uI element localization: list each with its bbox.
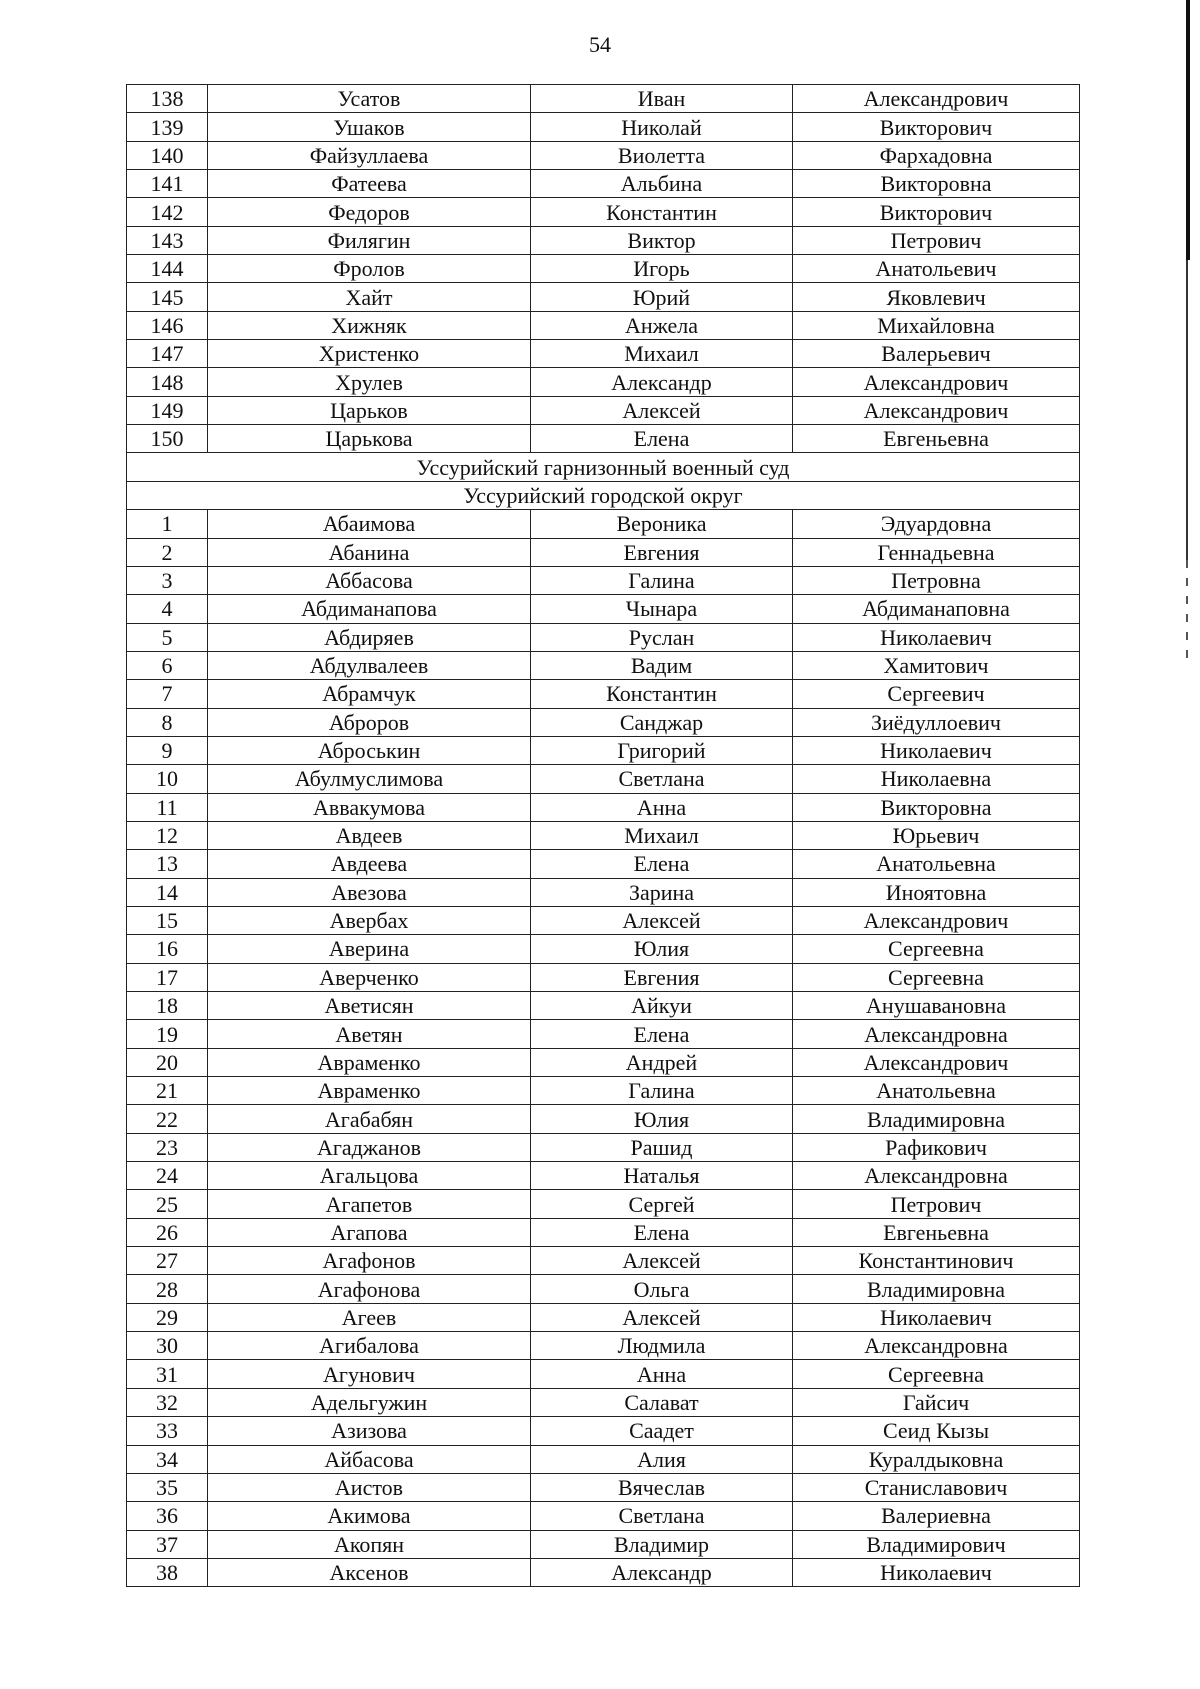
cell-first-name: Владимир (531, 1530, 793, 1558)
cell-first-name: Юлия (531, 935, 793, 963)
cell-surname: Аветисян (208, 992, 531, 1020)
cell-number: 7 (127, 680, 208, 708)
table-row (127, 1133, 1080, 1161)
cell-patronymic: Викторовна (793, 793, 1080, 821)
cell-patronymic: Зиёдуллоевич (793, 708, 1080, 736)
scan-edge-dash (1186, 632, 1188, 640)
cell-first-name: Юрий (531, 283, 793, 311)
cell-surname: Филягин (208, 226, 531, 254)
cell-patronymic: Сеид Кызы (793, 1417, 1080, 1445)
cell-surname: Агальцова (208, 1162, 531, 1190)
cell-surname: Абдулвалеев (208, 651, 531, 679)
table-row (127, 538, 1080, 566)
cell-surname: Акопян (208, 1530, 531, 1558)
cell-surname: Абдиманапова (208, 595, 531, 623)
cell-number: 36 (127, 1502, 208, 1530)
table-row (127, 1388, 1080, 1416)
cell-number: 20 (127, 1048, 208, 1076)
cell-number: 28 (127, 1275, 208, 1303)
cell-surname: Хижняк (208, 311, 531, 339)
cell-patronymic: Яковлевич (793, 283, 1080, 311)
table-row (127, 85, 1080, 113)
cell-first-name: Григорий (531, 736, 793, 764)
table-row (127, 651, 1080, 679)
cell-surname: Айбасова (208, 1445, 531, 1473)
cell-surname: Агафонов (208, 1247, 531, 1275)
table-row (127, 1473, 1080, 1501)
cell-surname: Агунович (208, 1360, 531, 1388)
table-row (127, 283, 1080, 311)
cell-number: 5 (127, 623, 208, 651)
cell-number: 9 (127, 736, 208, 764)
cell-number: 150 (127, 425, 208, 453)
cell-number: 149 (127, 396, 208, 424)
cell-surname: Авербах (208, 906, 531, 934)
table-row (127, 935, 1080, 963)
cell-first-name: Вадим (531, 651, 793, 679)
cell-patronymic: Фархадовна (793, 141, 1080, 169)
cell-patronymic: Валериевна (793, 1502, 1080, 1530)
table-row (127, 963, 1080, 991)
cell-surname: Христенко (208, 340, 531, 368)
cell-number: 15 (127, 906, 208, 934)
cell-number: 22 (127, 1105, 208, 1133)
cell-patronymic: Анатольевич (793, 255, 1080, 283)
table-row (127, 510, 1080, 538)
cell-first-name: Андрей (531, 1048, 793, 1076)
cell-patronymic: Александровна (793, 1162, 1080, 1190)
cell-patronymic: Александрович (793, 396, 1080, 424)
jurors-table (126, 84, 1080, 1587)
cell-patronymic: Сергеевна (793, 1360, 1080, 1388)
cell-first-name: Санджар (531, 708, 793, 736)
cell-number: 3 (127, 566, 208, 594)
cell-surname: Азизова (208, 1417, 531, 1445)
cell-surname: Фатеева (208, 170, 531, 198)
cell-surname: Авдеев (208, 821, 531, 849)
table-row (127, 878, 1080, 906)
cell-number: 38 (127, 1558, 208, 1586)
cell-surname: Царькова (208, 425, 531, 453)
table-row (127, 1020, 1080, 1048)
cell-patronymic: Владимировна (793, 1275, 1080, 1303)
cell-patronymic: Николаевна (793, 765, 1080, 793)
cell-number: 12 (127, 821, 208, 849)
cell-number: 29 (127, 1303, 208, 1331)
cell-first-name: Константин (531, 680, 793, 708)
cell-surname: Авдеева (208, 850, 531, 878)
table-row (127, 396, 1080, 424)
table-row (127, 1360, 1080, 1388)
section-header-row (127, 481, 1080, 509)
cell-surname: Аверина (208, 935, 531, 963)
cell-patronymic: Эдуардовна (793, 510, 1080, 538)
cell-first-name: Людмила (531, 1332, 793, 1360)
cell-first-name: Михаил (531, 340, 793, 368)
table-row (127, 1247, 1080, 1275)
scan-edge-dash (1186, 560, 1188, 568)
cell-patronymic: Анатольевна (793, 1077, 1080, 1105)
cell-surname: Абаимова (208, 510, 531, 538)
cell-first-name: Михаил (531, 821, 793, 849)
cell-number: 143 (127, 226, 208, 254)
table-row (127, 708, 1080, 736)
cell-first-name: Алексей (531, 1303, 793, 1331)
cell-first-name: Александр (531, 1558, 793, 1586)
cell-surname: Абанина (208, 538, 531, 566)
table-row (127, 255, 1080, 283)
table-row (127, 1162, 1080, 1190)
cell-surname: Агабабян (208, 1105, 531, 1133)
section-header-row (127, 453, 1080, 481)
table-row (127, 141, 1080, 169)
table-row (127, 680, 1080, 708)
cell-number: 142 (127, 198, 208, 226)
cell-first-name: Елена (531, 1020, 793, 1048)
cell-first-name: Николай (531, 113, 793, 141)
table-row (127, 198, 1080, 226)
cell-number: 141 (127, 170, 208, 198)
cell-number: 11 (127, 793, 208, 821)
cell-surname: Фролов (208, 255, 531, 283)
cell-surname: Аброськин (208, 736, 531, 764)
cell-patronymic: Александрович (793, 1048, 1080, 1076)
cell-patronymic: Александрович (793, 85, 1080, 113)
cell-surname: Хайт (208, 283, 531, 311)
cell-number: 23 (127, 1133, 208, 1161)
cell-number: 138 (127, 85, 208, 113)
table-row (127, 1190, 1080, 1218)
cell-first-name: Альбина (531, 170, 793, 198)
cell-number: 21 (127, 1077, 208, 1105)
table-row (127, 368, 1080, 396)
cell-surname: Ушаков (208, 113, 531, 141)
cell-first-name: Алексей (531, 396, 793, 424)
cell-first-name: Елена (531, 1218, 793, 1246)
cell-number: 144 (127, 255, 208, 283)
cell-first-name: Алексей (531, 1247, 793, 1275)
cell-first-name: Светлана (531, 765, 793, 793)
cell-patronymic: Александровна (793, 1020, 1080, 1048)
cell-number: 13 (127, 850, 208, 878)
cell-patronymic: Анатольевна (793, 850, 1080, 878)
cell-surname: Агеев (208, 1303, 531, 1331)
cell-patronymic: Валерьевич (793, 340, 1080, 368)
cell-number: 4 (127, 595, 208, 623)
cell-patronymic: Николаевич (793, 623, 1080, 651)
cell-number: 26 (127, 1218, 208, 1246)
cell-first-name: Вячеслав (531, 1473, 793, 1501)
cell-number: 1 (127, 510, 208, 538)
cell-first-name: Анжела (531, 311, 793, 339)
cell-patronymic: Викторович (793, 198, 1080, 226)
cell-surname: Агапова (208, 1218, 531, 1246)
cell-patronymic: Иноятовна (793, 878, 1080, 906)
table-row (127, 1105, 1080, 1133)
table-row (127, 566, 1080, 594)
cell-patronymic: Петрович (793, 1190, 1080, 1218)
cell-first-name: Виолетта (531, 141, 793, 169)
cell-patronymic: Юрьевич (793, 821, 1080, 849)
cell-number: 145 (127, 283, 208, 311)
cell-number: 18 (127, 992, 208, 1020)
cell-first-name: Александр (531, 368, 793, 396)
cell-number: 147 (127, 340, 208, 368)
table-row (127, 340, 1080, 368)
cell-patronymic: Сергеевич (793, 680, 1080, 708)
table-row (127, 1077, 1080, 1105)
cell-patronymic: Петровна (793, 566, 1080, 594)
table-row (127, 425, 1080, 453)
table-row (127, 821, 1080, 849)
cell-number: 30 (127, 1332, 208, 1360)
cell-first-name: Юлия (531, 1105, 793, 1133)
cell-first-name: Вероника (531, 510, 793, 538)
cell-patronymic: Александрович (793, 906, 1080, 934)
cell-patronymic: Гайсич (793, 1388, 1080, 1416)
table-row (127, 1445, 1080, 1473)
cell-surname: Царьков (208, 396, 531, 424)
cell-first-name: Алия (531, 1445, 793, 1473)
cell-patronymic: Николаевич (793, 1303, 1080, 1331)
cell-surname: Аксенов (208, 1558, 531, 1586)
cell-number: 24 (127, 1162, 208, 1190)
cell-patronymic: Евгеньевна (793, 1218, 1080, 1246)
cell-first-name: Евгения (531, 963, 793, 991)
cell-number: 16 (127, 935, 208, 963)
table-row (127, 1332, 1080, 1360)
table-row (127, 1275, 1080, 1303)
cell-surname: Агаджанов (208, 1133, 531, 1161)
table-row (127, 765, 1080, 793)
cell-patronymic: Геннадьевна (793, 538, 1080, 566)
table-row (127, 1218, 1080, 1246)
cell-surname: Агибалова (208, 1332, 531, 1360)
cell-surname: Абулмуслимова (208, 765, 531, 793)
cell-patronymic: Александровна (793, 1332, 1080, 1360)
cell-number: 27 (127, 1247, 208, 1275)
section-header: Уссурийский гарнизонный военный суд (127, 453, 1080, 481)
jurors-table-body (127, 85, 1080, 1587)
cell-number: 6 (127, 651, 208, 679)
table-row (127, 906, 1080, 934)
section-header: Уссурийский городской округ (127, 481, 1080, 509)
table-row (127, 1558, 1080, 1586)
cell-number: 37 (127, 1530, 208, 1558)
scan-edge-line-lower (1186, 260, 1188, 560)
cell-number: 32 (127, 1388, 208, 1416)
table-row (127, 1303, 1080, 1331)
cell-first-name: Алексей (531, 906, 793, 934)
scan-edge-dash (1186, 614, 1188, 622)
table-row (127, 170, 1080, 198)
cell-surname: Аббасова (208, 566, 531, 594)
table-row (127, 736, 1080, 764)
cell-first-name: Евгения (531, 538, 793, 566)
cell-surname: Адельгужин (208, 1388, 531, 1416)
cell-surname: Абдиряев (208, 623, 531, 651)
cell-patronymic: Абдиманаповна (793, 595, 1080, 623)
cell-number: 19 (127, 1020, 208, 1048)
cell-first-name: Рашид (531, 1133, 793, 1161)
cell-first-name: Галина (531, 566, 793, 594)
cell-surname: Акимова (208, 1502, 531, 1530)
cell-patronymic: Александрович (793, 368, 1080, 396)
cell-number: 2 (127, 538, 208, 566)
cell-patronymic: Владимирович (793, 1530, 1080, 1558)
cell-first-name: Руслан (531, 623, 793, 651)
cell-patronymic: Петрович (793, 226, 1080, 254)
cell-surname: Хрулев (208, 368, 531, 396)
cell-number: 14 (127, 878, 208, 906)
cell-surname: Аввакумова (208, 793, 531, 821)
cell-surname: Агапетов (208, 1190, 531, 1218)
cell-number: 35 (127, 1473, 208, 1501)
table-row (127, 1048, 1080, 1076)
cell-patronymic: Куралдыковна (793, 1445, 1080, 1473)
cell-first-name: Виктор (531, 226, 793, 254)
cell-patronymic: Михайловна (793, 311, 1080, 339)
cell-patronymic: Николаевич (793, 736, 1080, 764)
table-row (127, 113, 1080, 141)
cell-surname: Усатов (208, 85, 531, 113)
cell-surname: Аистов (208, 1473, 531, 1501)
cell-first-name: Ольга (531, 1275, 793, 1303)
table-row (127, 1530, 1080, 1558)
cell-number: 10 (127, 765, 208, 793)
cell-first-name: Елена (531, 425, 793, 453)
cell-patronymic: Хамитович (793, 651, 1080, 679)
cell-number: 17 (127, 963, 208, 991)
cell-number: 34 (127, 1445, 208, 1473)
cell-surname: Федоров (208, 198, 531, 226)
cell-surname: Агафонова (208, 1275, 531, 1303)
cell-patronymic: Викторовна (793, 170, 1080, 198)
cell-surname: Авезова (208, 878, 531, 906)
cell-patronymic: Сергеевна (793, 963, 1080, 991)
cell-first-name: Чынара (531, 595, 793, 623)
table-row (127, 793, 1080, 821)
cell-first-name: Наталья (531, 1162, 793, 1190)
cell-patronymic: Станиславович (793, 1473, 1080, 1501)
page-number: 54 (589, 32, 611, 57)
cell-number: 33 (127, 1417, 208, 1445)
cell-surname: Абрамчук (208, 680, 531, 708)
cell-patronymic: Анушавановна (793, 992, 1080, 1020)
cell-number: 148 (127, 368, 208, 396)
cell-first-name: Сергей (531, 1190, 793, 1218)
cell-surname: Аверченко (208, 963, 531, 991)
table-row (127, 311, 1080, 339)
cell-first-name: Айкуи (531, 992, 793, 1020)
cell-number: 146 (127, 311, 208, 339)
cell-first-name: Светлана (531, 1502, 793, 1530)
cell-patronymic: Викторович (793, 113, 1080, 141)
cell-surname: Аброров (208, 708, 531, 736)
cell-first-name: Зарина (531, 878, 793, 906)
table-row (127, 226, 1080, 254)
scan-edge-dash (1186, 596, 1188, 604)
cell-first-name: Салават (531, 1388, 793, 1416)
cell-surname: Файзуллаева (208, 141, 531, 169)
cell-first-name: Галина (531, 1077, 793, 1105)
cell-first-name: Иван (531, 85, 793, 113)
scan-edge-dash (1186, 578, 1188, 586)
cell-patronymic: Сергеевна (793, 935, 1080, 963)
cell-first-name: Елена (531, 850, 793, 878)
cell-first-name: Саадет (531, 1417, 793, 1445)
scan-edge-line (1186, 0, 1190, 260)
cell-first-name: Анна (531, 1360, 793, 1388)
cell-number: 25 (127, 1190, 208, 1218)
cell-number: 140 (127, 141, 208, 169)
cell-number: 139 (127, 113, 208, 141)
cell-number: 31 (127, 1360, 208, 1388)
cell-number: 8 (127, 708, 208, 736)
cell-first-name: Анна (531, 793, 793, 821)
cell-patronymic: Евгеньевна (793, 425, 1080, 453)
table-row (127, 992, 1080, 1020)
table-row (127, 623, 1080, 651)
table-row (127, 1502, 1080, 1530)
cell-first-name: Игорь (531, 255, 793, 283)
cell-patronymic: Рафикович (793, 1133, 1080, 1161)
cell-patronymic: Николаевич (793, 1558, 1080, 1586)
table-row (127, 1417, 1080, 1445)
cell-first-name: Константин (531, 198, 793, 226)
table-row (127, 850, 1080, 878)
cell-patronymic: Константинович (793, 1247, 1080, 1275)
scan-edge-dash (1186, 650, 1188, 658)
table-row (127, 595, 1080, 623)
cell-surname: Авраменко (208, 1077, 531, 1105)
cell-surname: Аветян (208, 1020, 531, 1048)
cell-patronymic: Владимировна (793, 1105, 1080, 1133)
cell-surname: Авраменко (208, 1048, 531, 1076)
